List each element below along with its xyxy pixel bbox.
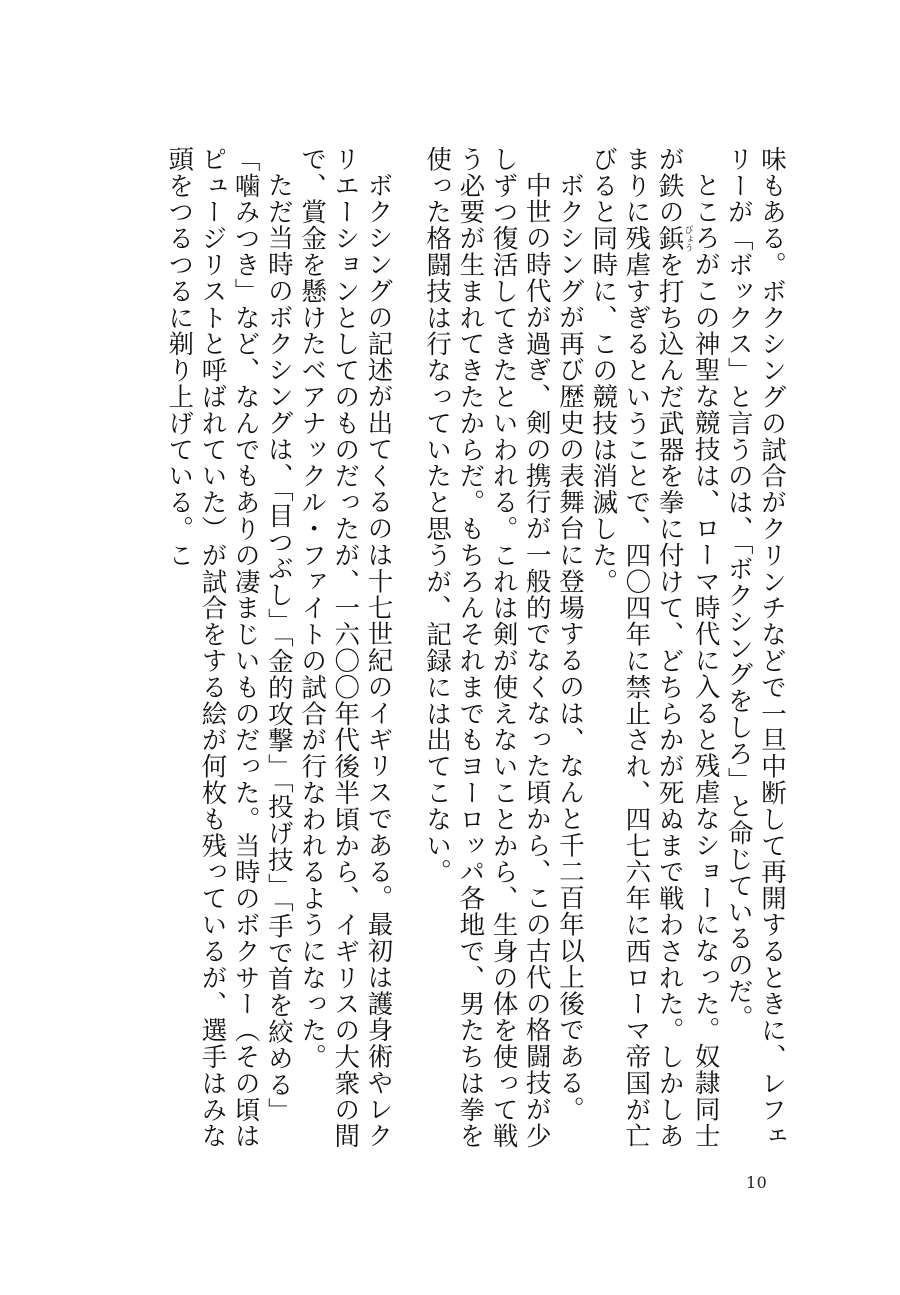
paragraph-roman-era bbox=[586, 146, 722, 1156]
paragraph-text: ところがこの神聖な競技は、ローマ時代に入ると残虐なショーになった。奴隷同士が鉄の bbox=[654, 146, 721, 1149]
paragraph-boxing-meaning bbox=[722, 146, 788, 1156]
ruby-reading: びょう bbox=[682, 224, 693, 252]
paragraph-text: 味もある。ボクシングの試合がクリンチなどで一旦中断して再開するときに、レフェリーが「ボックス」と言うのは、「ボクシングをしろ」と命じているのだ。 bbox=[723, 146, 787, 1150]
paragraph-text: ボクシングの記述が出てくるのは十七世紀のイギリスである。最初は護身術やレクリエーションとしてのものだったが、一六〇〇年代後半頃から、イギリスの大衆の間で、賞金を懸けたベアナックル・ファイトの試合が行なわれるようになった。 bbox=[297, 146, 394, 1150]
paragraph-text: ボクシングが再び歴史の表舞台に登場するのは、なんと千二百年以上後である。 bbox=[554, 171, 585, 1122]
paragraph-middle-ages bbox=[420, 146, 553, 1156]
ruby-base: 鋲 bbox=[654, 224, 685, 252]
paragraph-text: ただ当時のボクシングは、「目つぶし」「金的攻撃」「投げ技」「手で首を絞める」「噛みつき」など、なんでもありの凄まじいものだった。当時のボクサー（その頃はピュージリストと呼ばれていた）が試合をする絵が何枚も残っているが、選手はみな頭をつるつるに剃り上げている。こ bbox=[164, 146, 294, 1150]
ruby-annotated-word bbox=[654, 224, 693, 252]
paragraph-early-boxing bbox=[162, 146, 295, 1156]
paragraph-text: 中世の時代が過ぎ、剣の携行が一般的でなくなった頃から、この古代の格闘技が少しずつ復活してきたといわれる。これは剣が使えないことから、生身の体を使って戦う必要が生まれてきたからだ。もちろんそれまでもヨーロッパ各地で、男たちは拳を使った格闘技は行なっていたと思うが、記録には出てこない。 bbox=[422, 146, 552, 1150]
paragraph-text: を打ち込んだ武器を拳に付けて、どちらかが死ぬまで戦わされた。しかしあまりに残虐すぎるということで、四〇四年に禁止され、四七六年に西ローマ帝国が亡びると同時に、この競技は消滅した。 bbox=[588, 146, 685, 1150]
page-number: 10 bbox=[746, 1173, 768, 1192]
vertical-body-text bbox=[108, 146, 788, 1156]
paragraph-return bbox=[553, 146, 586, 1156]
paragraph-17th-century bbox=[295, 146, 395, 1156]
